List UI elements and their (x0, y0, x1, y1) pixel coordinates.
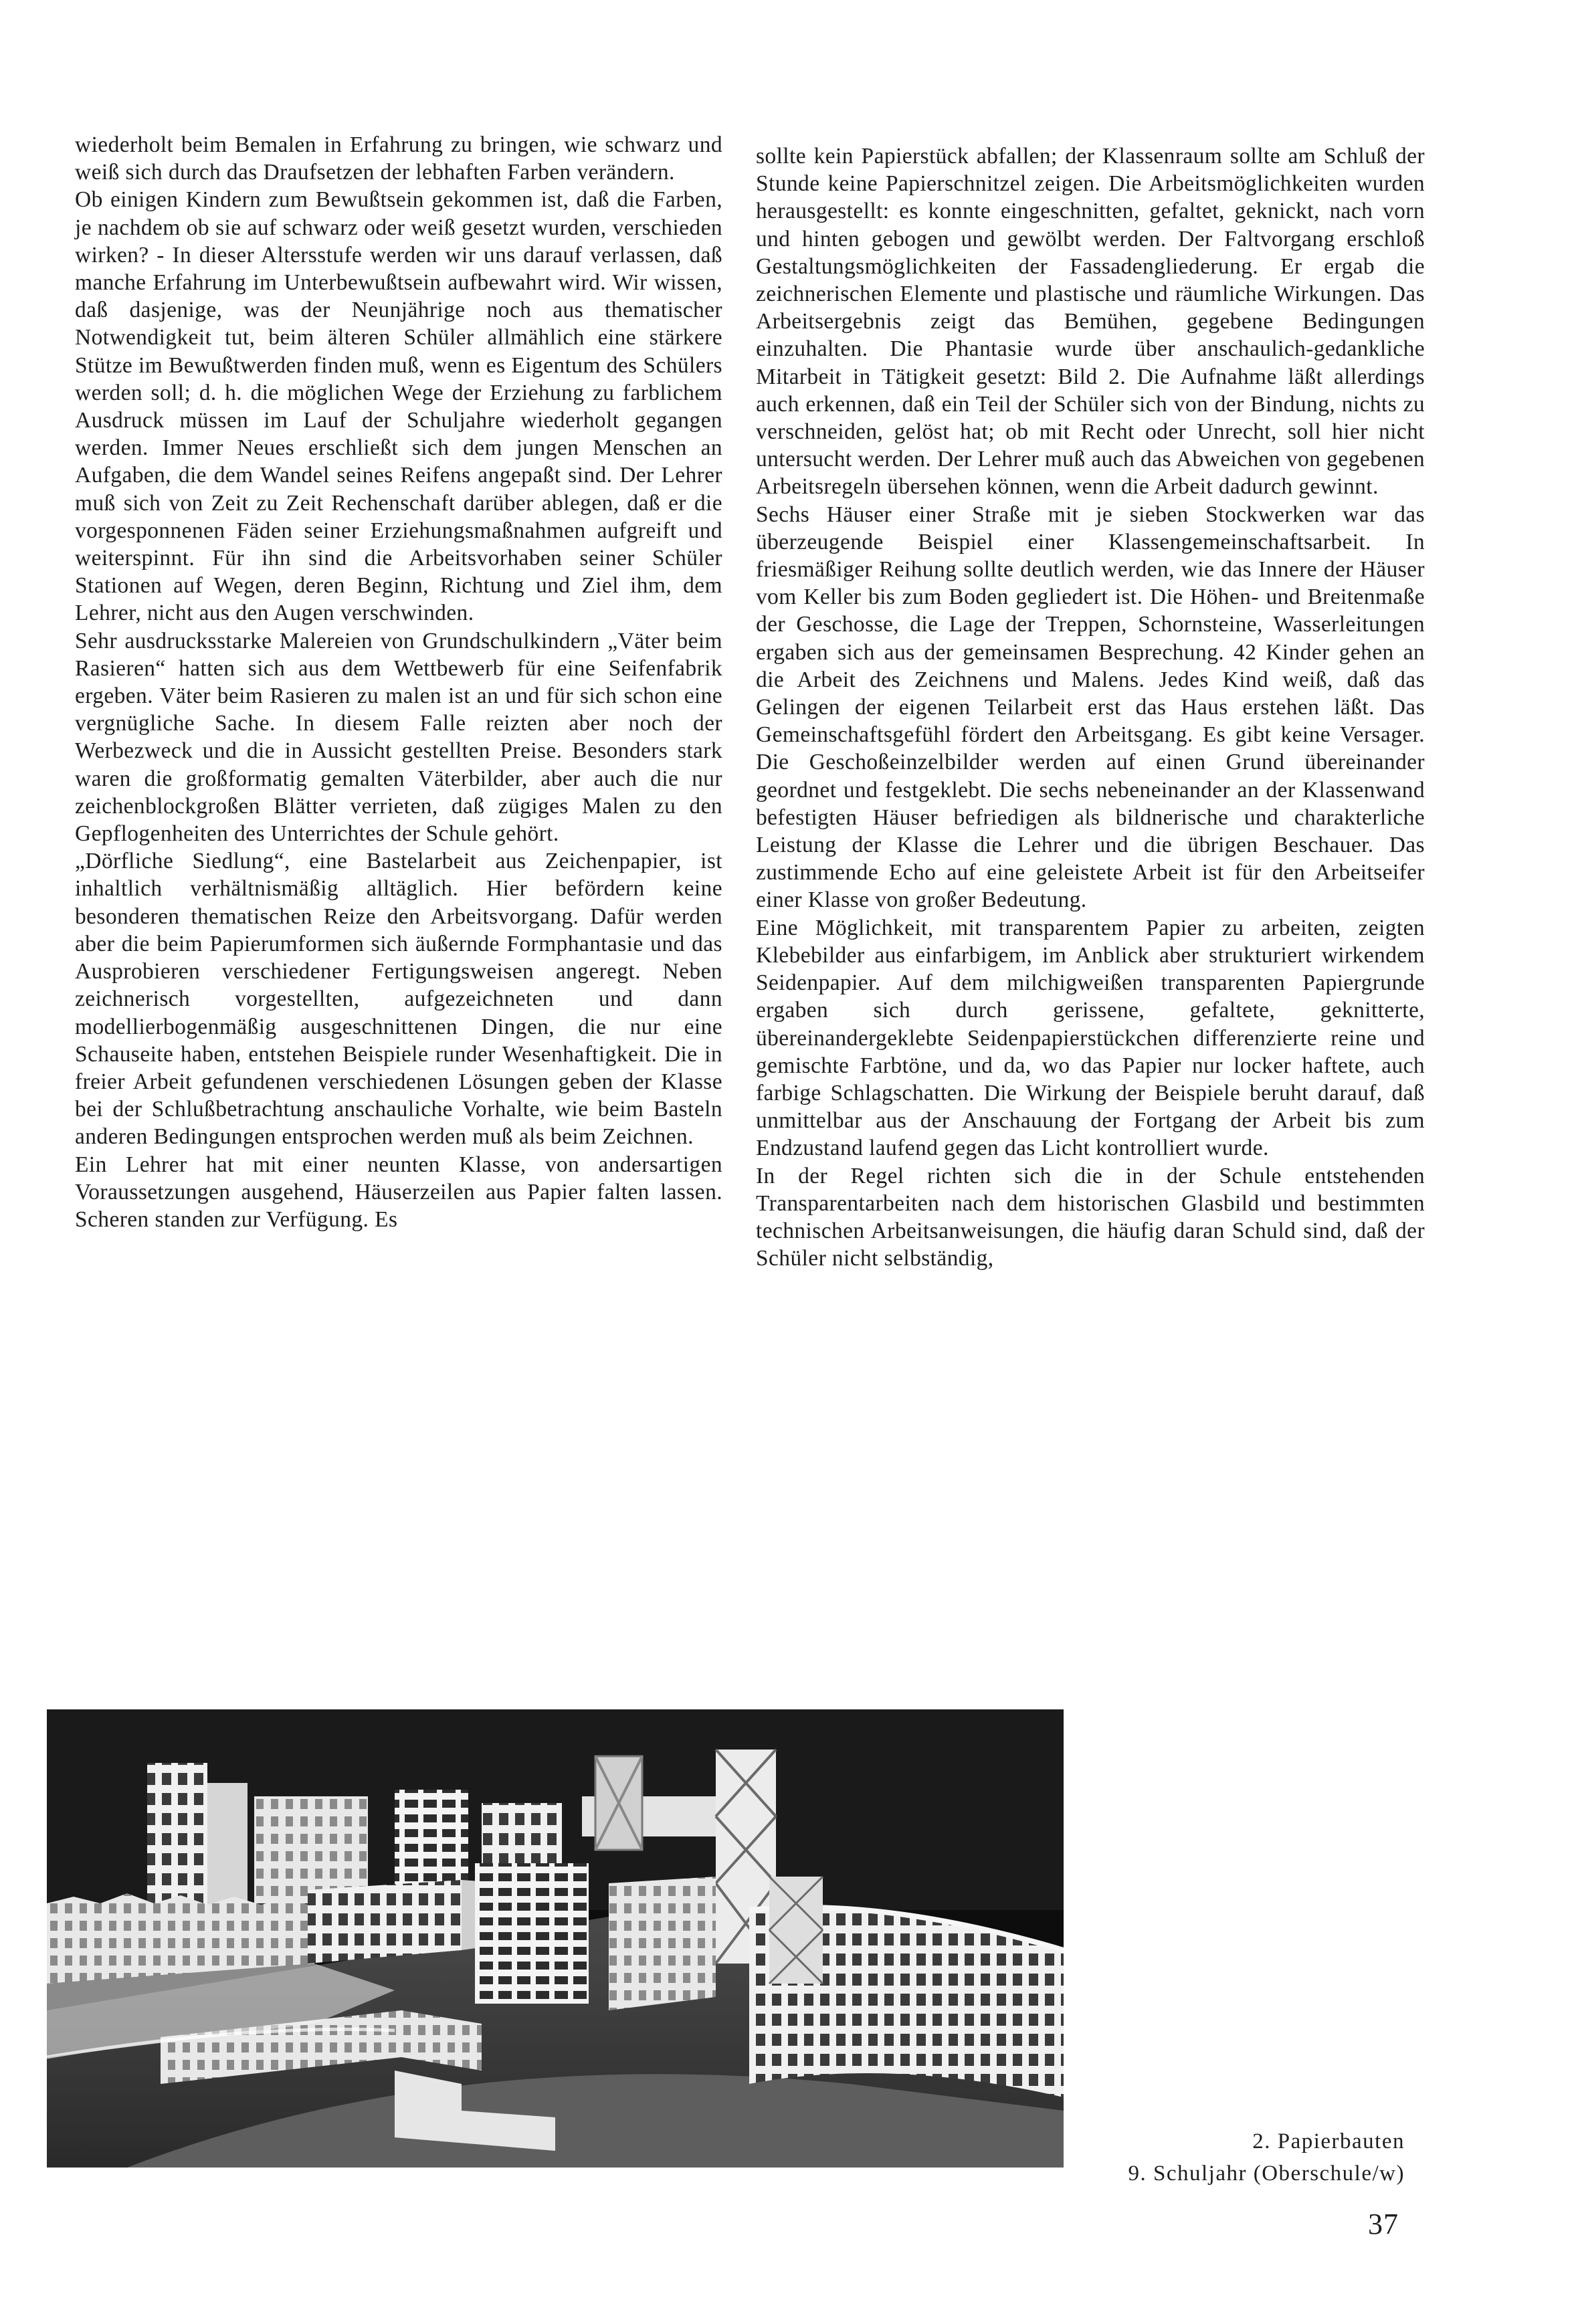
paragraph: wiederholt beim Bemalen in Erfahrung zu bringen, wie schwarz und weiß sich durch das Draufsetzen der lebhaften Farben verändern. (75, 132, 722, 185)
paragraph: Sehr ausdrucksstarke Malereien von Grundschulkindern „Väter beim Rasieren“ hatten sich aus dem Wettbewerb für eine Seifenfabrik ergeben. Väter beim Rasieren zu malen ist an und für sich schon eine vergnügliche Sache. In diesem Falle reizten aber noch der Werbezweck und die in Aussicht gestellten Preise. Besonders stark waren die großformatig gemalten Väterbilder, aber auch die nur zeichenblockgroßen Blätter verrieten, daß zügiges Malen zu den Gepflogenheiten des Unterrichtes der Schule gehört. (75, 628, 722, 847)
paragraph: Eine Möglichkeit, mit transparentem Papier zu arbeiten, zeigten Klebebilder aus einfarbigem, im Anblick aber strukturiert wirkendem Seidenpapier. Auf dem milchigweißen transparenten Papiergrunde ergaben sich durch gerissene, gefaltete, geknitterte, übereinandergeklebte Seidenpapierstückchen differenzierte reine und gemischte Farbtöne, und da, wo das Papier nur locker haftete, auch farbige Schlagschatten. Die Wirkung der Beispiele beruht darauf, daß unmittelbar aus der Anschauung der Fortgang der Arbeit bis zum Endzustand laufend gegen das Licht kontrolliert wurde. (756, 915, 1425, 1161)
paragraph: „Dörfliche Siedlung“, eine Bastelarbeit aus Zeichenpapier, ist inhaltlich verhältnismäßig alltäglich. Hier befördern keine besonderen thematischen Reize den Arbeitsvorgang. Dafür werden aber die beim Papierumformen sich äußernde Formphantasie und das Ausprobieren verschiedener Fertigungsweisen angeregt. Neben zeichnerisch vorgestellten, aufgezeichneten und dann modellierbogenmäßig ausgeschnittenen Dingen, die nur eine Schauseite haben, entstehen Beispiele runder Wesenhaftigkeit. Die in freier Arbeit gefundenen verschiedenen Lösungen geben der Klasse bei der Schlußbetrachtung anschauliche Vorhalte, wie beim Basteln anderen Bedingungen entsprochen werden muß als beim Zeichnen. (75, 849, 722, 1150)
paper-buildings-photo (47, 1709, 1064, 2168)
right-text-column (756, 142, 1425, 1272)
paragraph: In der Regel richten sich die in der Schule entstehenden Transparentarbeiten nach dem historischen Glasbild und bestimmten technischen Arbeitsanweisungen, die häufig daran Schuld sind, daß der Schüler nicht selbständig, (756, 1163, 1425, 1271)
caption-title: 2. Papierbauten (1252, 2129, 1405, 2153)
paragraph: Sechs Häuser einer Straße mit je sieben Stockwerken war das überzeugende Beispiel einer Klassengemeinschaftsarbeit. In friesmäßiger Reihung sollte deutlich werden, wie das Innere der Häuser vom Keller bis zum Boden gegliedert ist. Die Höhen- und Breitenmaße der Geschosse, die Lage der Treppen, Schornsteine, Wasserleitungen ergaben sich aus der gemeinsamen Besprechung. 42 Kinder gehen an die Arbeit des Zeichnens und Malens. Jedes Kind weiß, daß das Gelingen der eigenen Teilarbeit erst das Haus erstehen läßt. Das Gemeinschaftsgefühl fördert den Arbeitsgang. Es gibt keine Versager. Die Geschoßeinzelbilder werden auf einen Grund übereinander geordnet und festgeklebt. Die sechs nebeneinander an der Klassenwand befestigten Häuser befriedigen als bildnerische und charakterliche Leistung der Klasse die Lehrer und die übrigen Beschauer. Das zustimmende Echo auf eine geleistete Arbeit ist für den Arbeitseifer einer Klasse von großer Bedeutung. (756, 502, 1425, 913)
paragraph: sollte kein Papierstück abfallen; der Klassenraum sollte am Schluß der Stunde keine Papierschnitzel zeigen. Die Arbeitsmöglichkeiten wurden herausgestellt: es konnte eingeschnitten, gefaltet, geknickt, nach vorn und hinten gebogen und gewölbt werden. Der Faltvorgang erschloß Gestaltungsmöglichkeiten der Fassadengliederung. Er ergab die zeichnerischen Elemente und plastische und räumliche Wirkungen. Das Arbeitsergebnis zeigt das Bemühen, gegebene Bedingungen einzuhalten. Die Phantasie wurde über anschaulich-gedankliche Mitarbeit in Tätigkeit gesetzt: Bild 2. Die Aufnahme läßt allerdings auch erkennen, daß ein Teil der Schüler sich von der Bindung, nichts zu verschneiden, gelöst hat; ob mit Recht oder Unrecht, soll hier nicht untersucht werden. Der Lehrer muß auch das Abweichen von gegebenen Arbeitsregeln übersehen können, wenn die Arbeit dadurch gewinnt. (756, 144, 1425, 500)
left-text-column (75, 131, 722, 1233)
photo-illustration (47, 1709, 1064, 2168)
caption-subtitle: 9. Schuljahr (Oberschule/w) (1128, 2161, 1405, 2186)
paragraph: Ein Lehrer hat mit einer neunten Klasse, von andersartigen Voraussetzungen ausgehend, Häuserzeilen aus Papier falten lassen. Scheren standen zur Verfügung. Es (75, 1152, 722, 1232)
page-number: 37 (1368, 2208, 1399, 2240)
figure-caption (1070, 2125, 1405, 2190)
paragraph: Ob einigen Kindern zum Bewußtsein gekommen ist, daß die Farben, je nachdem ob sie auf schwarz oder weiß gesetzt wurden, verschieden wirken? - In dieser Altersstufe werden wir uns darauf verlassen, daß manche Erfahrung im Unterbewußtsein aufbewahrt wird. Wir wissen, daß dasjenige, was der Neunjährige noch aus thematischer Notwendigkeit tut, beim älteren Schüler allmählich eine stärkere Stütze im Bewußtwerden finden muß, wenn es Eigentum des Schülers werden soll; d. h. die möglichen Wege der Erziehung zu farblichem Ausdruck müssen im Lauf der Schuljahre wiederholt gegangen werden. Immer Neues erschließt sich dem jungen Menschen an Aufgaben, die dem Wandel seines Reifens angepaßt sind. Der Lehrer muß sich von Zeit zu Zeit Rechenschaft darüber ablegen, daß er die vorgesponnenen Fäden seiner Erziehungsmaßnahmen aufgreift und weiterspinnt. Für ihn sind die Arbeitsvorhaben seiner Schüler Stationen auf Wegen, deren Beginn, Richtung und Ziel ihm, dem Lehrer, nicht aus den Augen verschwinden. (75, 187, 722, 626)
